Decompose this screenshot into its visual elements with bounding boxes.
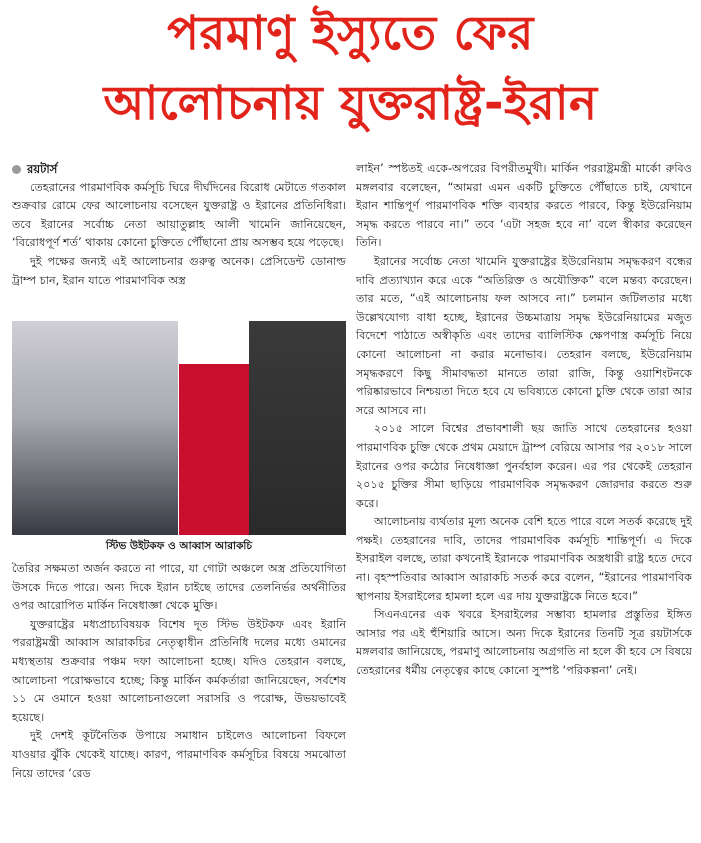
paragraph: যুক্তরাষ্ট্রের মধ্যপ্রাচ্যবিষয়ক বিশেষ দূত স্টিভ উইটকফ এবং ইরানি পররাষ্ট্রমন্ত্রী আব্বাস আরাকচির নেতৃত্বাধীন প্রতিনিধি দলের মধ্যে ওমানের মধ্যস্থতায় শুক্রবার পঞ্চম দফা আলোচনা হচ্ছে। যদিও তেহরান বলছে, আলোচনা পরোক্ষভাবে হচ্ছে; কিন্তু মার্কিন কর্মকর্তারা জানিয়েছেন, সর্বশেষ ১১ মে ওমানে হওয়া আলোচনাগুলো সরাসরি ও পরোক্ষ, উভয়ভাবেই হয়েছে। bbox=[12, 617, 346, 724]
headline-line-2: আলোচনায় যুক্তরাষ্ট্র-ইরান bbox=[103, 76, 598, 131]
paragraph: ২০১৫ সালে বিশ্বের প্রভাবশালী ছয় জাতি সাথে তেহরানের হওয়া পারমাণবিক চুক্তি থেকে প্রথম মেয়াদে ট্রাম্প বেরিয়ে আসার পর ২০১৮ সালে ইরানের ওপর কঠোর নিষেধাজ্ঞা পুনর্বহাল করেন। এর পর থেকেই তেহরান ২০১৫ চুক্তির সীমা ছাড়িয়ে পারমাণবিক সমৃদ্ধকরণ জোরদার করতে শুরু করে। bbox=[356, 422, 692, 510]
paragraph: আলোচনায় ব্যর্থতার মূল্য অনেক বেশি হতে পারে বলে সতর্ক করেছে দুই পক্ষই। তেহরানের দাবি, তাদের পারমাণবিক কর্মসূচি শান্তিপূর্ণ। এ দিকে ইসরাইল বলছে, তারা কখনোই ইরানকে পারমাণবিক অস্ত্রধারী রাষ্ট্র হতে দেবে না। বৃহস্পতিবার আব্বাস আরাকচি সতর্ক করে বলেন, “ইরানের পারমাণবিক স্থাপনায় ইসরাইলের হামলা হলে এর দায় যুক্তরাষ্ট্রকে নিতে হবে।” bbox=[356, 515, 692, 603]
bullet-icon bbox=[12, 165, 21, 174]
photo-person-right bbox=[179, 321, 346, 535]
headline-line-1: পরমাণু ইস্যুতে ফের bbox=[167, 6, 534, 61]
byline-text: রয়টার্স bbox=[27, 162, 58, 176]
paragraph: ইরানের সর্বোচ্চ নেতা খামেনি যুক্তরাষ্ট্রের ইউরেনিয়াম সমৃদ্ধকরণ বন্ধের দাবি প্রত্যাখ্যান করে একে “অতিরিক্ত ও অযৌক্তিক” বলে মন্তব্য করেছেন। তার মতে, “এই আলোচনায় ফল আসবে না।” চলমান জটিলতার মধ্যে উল্লেখযোগ্য বাধা হচ্ছে, ইরানের উচ্চমাত্রায় সমৃদ্ধ ইউরেনিয়ামের মজুত বিদেশে পাঠাতে অস্বীকৃতি এবং তাদের ব্যালিস্টিক ক্ষেপণাস্ত্র কর্মসূচি নিয়ে কোনো আলোচনা না করার মনোভাব। তেহরান বলছে, ইউরেনিয়াম সমৃদ্ধকরণে কিছু সীমাবদ্ধতা মানতে তারা রাজি, কিন্তু ওয়াশিংটনকে পরিষ্কারভাবে নিশ্চয়তা দিতে হবে যে ভবিষ্যতে কোনো চুক্তি থেকে তারা আর সরে আসবে না। bbox=[356, 254, 692, 417]
flag-icon bbox=[179, 321, 249, 535]
paragraph: দুই দেশই কূটনৈতিক উপায়ে সমাধান চাইলেও আলোচনা বিফলে যাওয়ার ঝুঁকি থেকেই যাচ্ছে। কারণ, পারমাণবিক কর্মসূচির বিষয়ে সমঝোতা নিয়ে তাদের ‘রেড bbox=[12, 729, 346, 780]
photo-person-left bbox=[12, 321, 178, 535]
left-column-bottom bbox=[12, 560, 346, 783]
left-column-top bbox=[12, 160, 346, 310]
right-column bbox=[356, 160, 692, 681]
paragraph: তেহরানের পারমাণবিক কর্মসূচি ঘিরে দীর্ঘদিনের বিরোধ মেটাতে গতকাল শুক্রবার রোমে ফের আলোচনায় বসেছেন যুক্তরাষ্ট্র ও ইরানের প্রতিনিধিরা। তবে ইরানের সর্বোচ্চ নেতা আয়াতুল্লাহ আলী খামেনি জানিয়েছেন, ‘বিরোধপূর্ণ শর্ত’ থাকায় কোনো চুক্তিতে পৌঁছানো প্রায় অসম্ভব হয়ে পড়েছে। bbox=[12, 180, 346, 250]
photo-caption: স্টিভ উইটকফ ও আব্বাস আরাকচি bbox=[105, 540, 253, 552]
paragraph: লাইন’ স্পষ্টতই একে-অপরের বিপরীতমুখী। মার্কিন পররাষ্ট্রমন্ত্রী মার্কো রুবিও মঙ্গলবার বলেছেন, “আমরা এমন একটি চুক্তিতে পৌঁছাতে চাই, যেখানে ইরান শান্তিপূর্ণ পারমাণবিক শক্তি ব্যবহার করতে পারবে, কিন্তু ইউরেনিয়াম সমৃদ্ধ করতে পারবে না।” তবে ‘এটা সহজ হবে না’ বলে স্বীকার করেছেন তিনি। bbox=[356, 162, 692, 250]
paragraph: তৈরির সক্ষমতা অর্জন করতে না পারে, যা গোটা অঞ্চলে অস্ত্র প্রতিযোগিতা উসকে দিতে পারে। অন্য দিকে ইরান চাইছে তাদের তেলনির্ভর অর্থনীতির ওপর আরোপিত মার্কিন নিষেধাজ্ঞা থেকে মুক্তি। bbox=[12, 562, 346, 613]
byline bbox=[12, 160, 346, 179]
paragraph: সিএনএনের এক খবরে ইসরাইলের সম্ভাব্য হামলার প্রস্তুতির ইঙ্গিত আসার পর এই হুঁশিয়ারি আসে। অন্য দিকে ইরানের তিনটি সূত্র রয়টার্সকে মঙ্গলবার জানিয়েছে, পরমাণু আলোচনায় অগ্রগতি না হলে কী হবে সে বিষয়ে তেহরানের ধর্মীয় নেতৃত্বের কাছে কোনো সুস্পষ্ট ‘পরিকল্পনা’ নেই। bbox=[356, 608, 692, 678]
news-photo bbox=[12, 321, 346, 535]
paragraph: দুই পক্ষের জন্যই এই আলোচনার গুরুত্ব অনেক। প্রেসিডেন্ট ডোনাল্ড ট্রাম্প চান, ইরান যাতে পারমাণবিক অস্ত্র bbox=[12, 254, 346, 287]
